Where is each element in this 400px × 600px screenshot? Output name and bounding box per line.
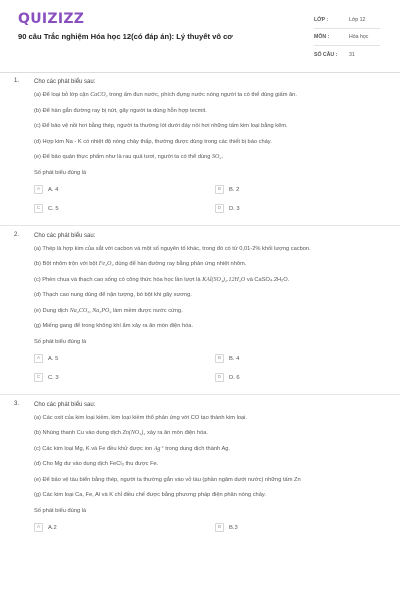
statement bbox=[34, 291, 388, 307]
statement bbox=[34, 476, 388, 492]
option-key-box: D bbox=[215, 204, 224, 213]
statement-text: (d) Cho Mg dư vào dung dịch FeCl₃ thu được Fe. bbox=[34, 461, 159, 467]
statement-text: (b) Bột nhôm trộn với bột bbox=[34, 261, 99, 267]
option-key-box: D bbox=[215, 373, 224, 382]
option-label: B. 4 bbox=[229, 355, 240, 362]
header bbox=[0, 0, 400, 68]
question-ask: Số phát biểu đúng là bbox=[34, 507, 87, 514]
answer-options bbox=[34, 185, 388, 225]
statement-text: xảy ra ăn mòn điện hóa. bbox=[145, 430, 208, 436]
statement-text: (e) Để bảo vệ tàu biển bằng thép, người ta thường gắn vào vỏ tàu (phần ngâm dưới nước) những tấm Zn bbox=[34, 476, 301, 483]
statement bbox=[34, 138, 388, 154]
statement-text: (g) Miếng gang để trong không khí ẩm xảy ra ăn mòn điện hóa. bbox=[34, 323, 194, 329]
question-prompt: Cho các phát biểu sau: bbox=[34, 79, 96, 85]
option-key-box: C bbox=[34, 373, 43, 382]
option-label: C. 3 bbox=[48, 374, 59, 381]
quizizz-logo: QUIZIZZ bbox=[18, 11, 85, 27]
answer-option-b[interactable] bbox=[215, 523, 238, 533]
question-prompt: Cho các phát biểu sau: bbox=[34, 232, 96, 239]
chemical-formula: SO₂ bbox=[211, 154, 222, 160]
question-prompt: Cho các phát biểu sau: bbox=[34, 401, 96, 408]
answer-option-a[interactable] bbox=[34, 354, 58, 364]
option-key-box: A bbox=[34, 185, 43, 194]
statement-text: (c) Để bảo vệ nồi hơi bằng thép, người ta thường lót dưới đáy nồi hơi những tấm kim loại bằng kẽm. bbox=[34, 123, 288, 129]
statement-text: (c) Các kim loại Mg, K và Fe đều khử được ion bbox=[34, 445, 154, 452]
statement-text: (d) Hợp kim Na - K có nhiệt độ nóng chảy thấp, thường được dùng trong các thiết bị báo cháy. bbox=[34, 138, 272, 145]
statement bbox=[34, 322, 388, 338]
chemical-formula: Fe₂O₃ bbox=[98, 261, 114, 267]
option-label: D. 6 bbox=[229, 374, 240, 381]
statement bbox=[34, 429, 388, 445]
header-divider bbox=[0, 72, 400, 73]
statement-text: . bbox=[221, 154, 223, 160]
question-item bbox=[0, 401, 400, 563]
option-key-box: B bbox=[215, 185, 224, 194]
option-label: C. 5 bbox=[48, 205, 59, 212]
chemical-formula: Na₂CO₃, Na₃PO₄ bbox=[69, 307, 112, 314]
statement bbox=[34, 460, 388, 476]
meta-row-subject bbox=[314, 29, 380, 46]
statement-text: (d) Thạch cao nung dùng để nặn tượng, bó bột khi gãy xương. bbox=[34, 292, 192, 298]
statement-text: (a) Để loại bỏ lớp cặn bbox=[34, 92, 91, 98]
option-label: D. 3 bbox=[229, 205, 240, 212]
option-label: A. 5 bbox=[48, 355, 59, 362]
page-title: 90 câu Trắc nghiệm Hóa học 12(có đáp án): Lý thuyết vô cơ bbox=[18, 32, 233, 41]
question-number: 2. bbox=[14, 231, 20, 238]
option-key-box: A bbox=[34, 523, 43, 532]
option-key-box: B bbox=[215, 523, 224, 532]
option-label: A.2 bbox=[48, 524, 57, 531]
statement bbox=[34, 491, 388, 507]
meta-label: SỐ CÂU : bbox=[314, 51, 338, 58]
option-key-box: C bbox=[34, 204, 43, 213]
statement bbox=[34, 414, 388, 430]
answer-option-c[interactable] bbox=[34, 373, 59, 383]
statement bbox=[34, 91, 388, 107]
chemical-formula: Ag⁺ bbox=[153, 445, 164, 452]
question-list bbox=[0, 78, 400, 563]
answer-option-b[interactable] bbox=[215, 185, 239, 195]
chemical-formula: KAl(SO₄)₂.12H₂O bbox=[202, 276, 246, 283]
statement-text: trong dung dịch thành Ag. bbox=[163, 445, 231, 452]
question-number: 1. bbox=[14, 78, 20, 84]
answer-option-c[interactable] bbox=[34, 204, 59, 214]
meta-row-class bbox=[314, 12, 380, 29]
option-label: B. 2 bbox=[229, 186, 240, 193]
statement-text: (e) Để bảo quản thực phẩm như là rau quả tươi, người ta có thể dùng bbox=[34, 154, 212, 160]
statement-text: và CaSO₄.2H₂O. bbox=[245, 276, 290, 283]
chemical-formula: CaCO₃ bbox=[90, 92, 108, 98]
meta-value: 31 bbox=[349, 51, 355, 58]
statement bbox=[34, 153, 388, 169]
meta-label: LỚP : bbox=[314, 17, 329, 23]
question-ask: Số phát biểu đúng là bbox=[34, 169, 87, 176]
option-label: A. 4 bbox=[48, 186, 59, 193]
option-key-box: A bbox=[34, 354, 43, 363]
answer-option-d[interactable] bbox=[215, 373, 240, 383]
statement bbox=[34, 276, 388, 292]
statement-text: (g) Các kim loại Ca, Fe, Al và K chỉ điều chế được bằng phương pháp điện phân nóng chảy. bbox=[34, 492, 266, 498]
statement-text: dùng để hàn đường ray bằng phản ứng nhiệt nhôm. bbox=[113, 261, 247, 267]
answer-option-d[interactable] bbox=[215, 204, 240, 214]
question-item bbox=[0, 78, 400, 232]
question-number: 3. bbox=[14, 400, 20, 407]
statement bbox=[34, 307, 388, 323]
statement-text: (a) Thép là hợp kim của sắt với cacbon và một số nguyên tố khác, trong đó có từ 0,01-2% khối lượng cacbon. bbox=[34, 245, 311, 252]
statement bbox=[34, 260, 388, 276]
question-ask: Số phát biểu đúng là bbox=[34, 338, 87, 345]
answer-options bbox=[34, 523, 388, 563]
meta-table bbox=[314, 12, 380, 63]
statement-text: (e) Dung dịch bbox=[34, 307, 70, 314]
answer-option-a[interactable] bbox=[34, 523, 57, 533]
meta-value: Lớp 12 bbox=[349, 17, 366, 23]
statement-text: (a) Các oxit của kim loại kiềm, kim loại kiềm thổ phản ứng với CO tạo thành kim loại. bbox=[34, 414, 248, 421]
meta-label: MÔN : bbox=[314, 34, 330, 40]
question-item bbox=[0, 232, 400, 401]
statement bbox=[34, 122, 388, 138]
statement bbox=[34, 107, 388, 123]
answer-options bbox=[34, 354, 388, 394]
chemical-formula: Zn(NO₃)₂ bbox=[122, 430, 146, 436]
option-label: B.3 bbox=[229, 524, 238, 531]
meta-row-count bbox=[314, 46, 380, 63]
statement bbox=[34, 245, 388, 261]
statement-text: (c) Phèn chua và thạch cao sống có công thức hóa học lần lượt là bbox=[34, 276, 203, 283]
statement-text: (b) Nhúng thanh Cu vào dung dịch bbox=[34, 430, 123, 436]
statement-text: trong ấm đun nước, phích đựng nước nóng người ta có thể dùng giấm ăn. bbox=[107, 92, 297, 98]
statement bbox=[34, 445, 388, 461]
statement-text: (b) Để hàn gắn đường ray bị nứt, gãy người ta dùng hỗn hợp tecmit. bbox=[34, 107, 207, 114]
meta-value: Hóa học bbox=[349, 34, 369, 40]
option-key-box: B bbox=[215, 354, 224, 363]
statement-text: làm mềm được nước cứng. bbox=[111, 307, 183, 314]
answer-option-a[interactable] bbox=[34, 185, 58, 195]
answer-option-b[interactable] bbox=[215, 354, 239, 364]
